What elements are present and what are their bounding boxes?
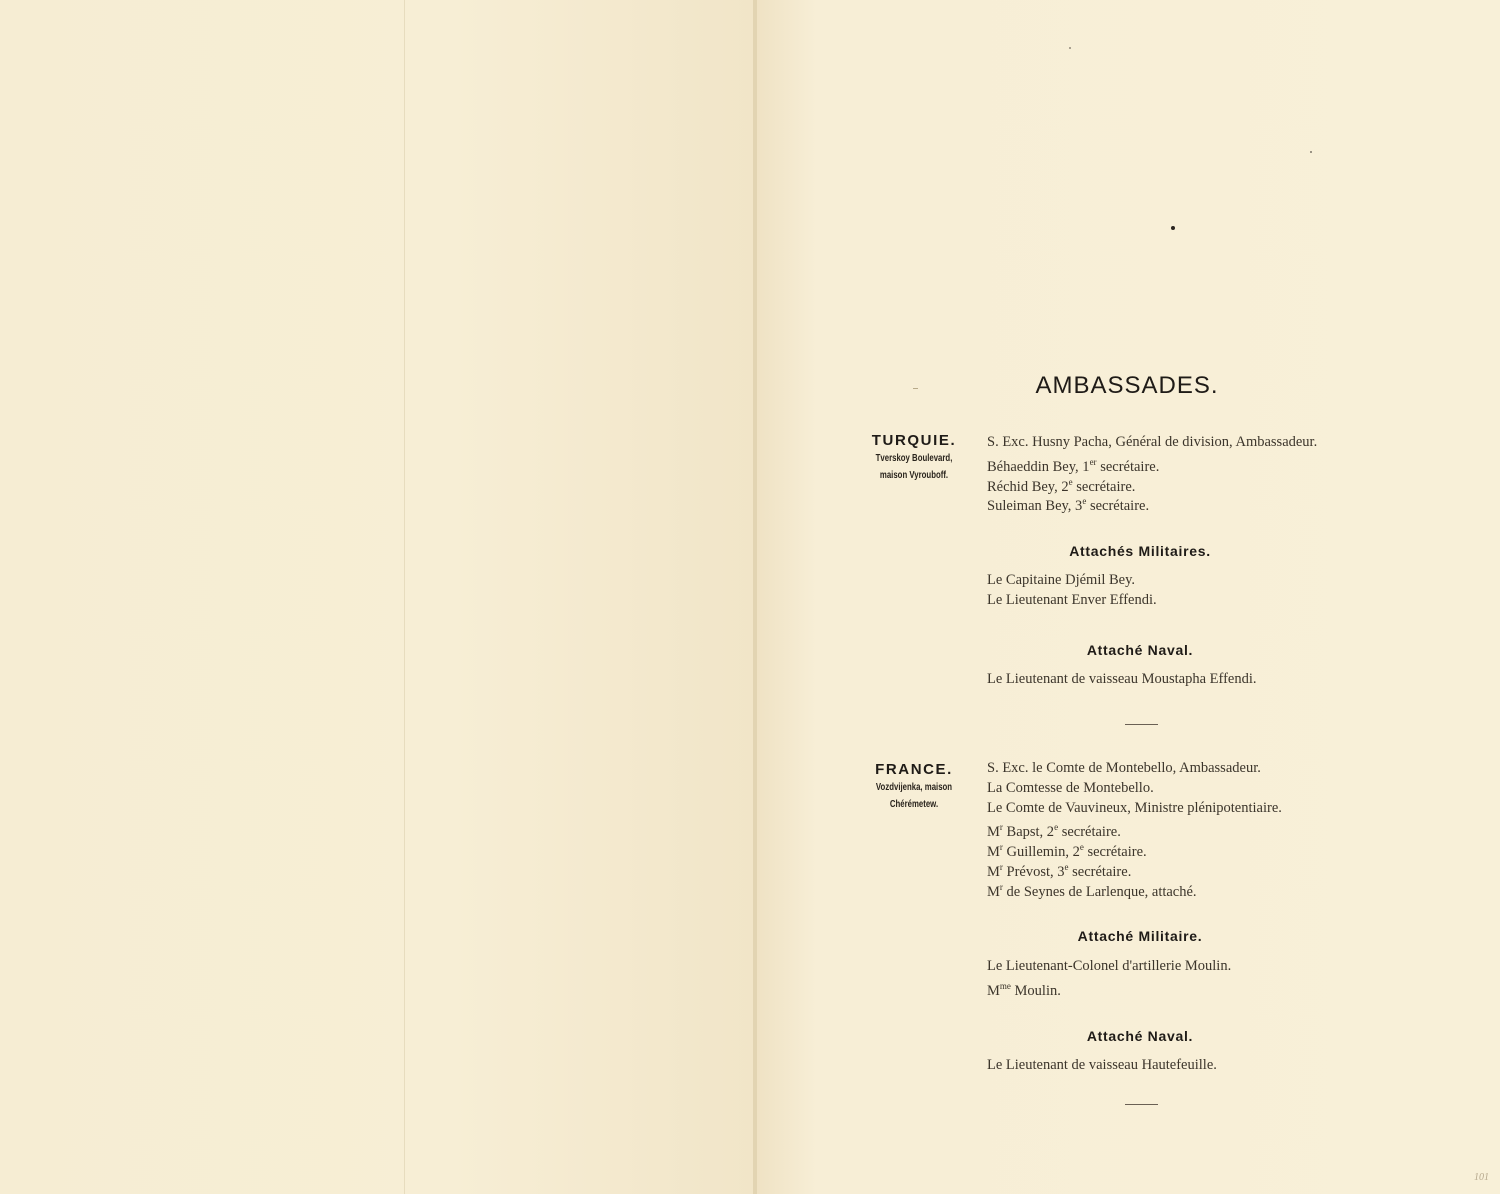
page-folio: 101 <box>1474 1172 1489 1183</box>
turquie-militaires-list <box>987 571 1447 611</box>
country-france <box>854 761 974 813</box>
address-line: Tverskoy Boulevard, <box>875 453 953 464</box>
country-name: TURQUIE. <box>871 432 957 449</box>
turquie-staff-list <box>987 433 1447 515</box>
turquie-naval-list <box>987 670 1447 690</box>
section-title: AMBASSADES. <box>1035 372 1219 399</box>
subheading-attache-naval: Attaché Naval. <box>1086 1028 1194 1044</box>
ink-speck <box>1069 47 1071 49</box>
staff-line: Réchid Bey, 2e secrétaire. <box>987 476 1136 495</box>
address-line: Vozdvijenka, maison <box>875 782 953 793</box>
address-line: Chérémetew. <box>889 799 939 810</box>
subheading-attache-naval: Attaché Naval. <box>1086 642 1194 658</box>
staff-line: Le Lieutenant de vaisseau Moustapha Effendi. <box>987 671 1257 687</box>
paper-fold-line <box>404 0 405 1194</box>
address-line: maison Vyrouboff. <box>879 470 949 481</box>
staff-line: S. Exc. le Comte de Montebello, Ambassadeur. <box>987 760 1261 776</box>
country-name: FRANCE. <box>875 761 953 778</box>
france-militaire-list <box>987 957 1447 997</box>
staff-line: Le Lieutenant de vaisseau Hautefeuille. <box>987 1057 1217 1073</box>
france-staff-list <box>987 759 1447 898</box>
staff-line: $M^r$ Prévost, 3e secrétaire. <box>987 861 1132 880</box>
staff-line: $M^{me}$ Moulin. <box>987 980 1061 999</box>
staff-line: Le Capitaine Djémil Bey. <box>987 572 1136 588</box>
country-address <box>867 450 961 484</box>
subheading-attache-militaire: Attaché Militaire. <box>1077 928 1203 944</box>
france-naval-list <box>987 1056 1447 1076</box>
staff-line: La Comtesse de Montebello. <box>987 779 1154 796</box>
staff-line: $M^r$ Guillemin, 2e secrétaire. <box>987 842 1147 861</box>
ink-speck <box>1310 151 1312 153</box>
subheading-attaches-militaires: Attachés Militaires. <box>1069 543 1211 559</box>
staff-line: Le Comte de Vauvineux, Ministre plénipotentiaire. <box>987 799 1282 816</box>
section-divider <box>1125 1104 1158 1105</box>
staff-line: Béhaeddin Bey, 1er secrétaire. <box>987 456 1160 475</box>
section-divider <box>1125 724 1158 725</box>
staff-line: Le Lieutenant Enver Effendi. <box>987 591 1157 608</box>
ink-speck <box>1171 226 1175 230</box>
staff-line: S. Exc. Husny Pacha, Général de division, Ambassadeur. <box>987 434 1318 450</box>
title-mark <box>913 388 918 389</box>
country-address <box>867 779 961 813</box>
staff-line: Suleiman Bey, 3e secrétaire. <box>987 496 1150 515</box>
country-turquie <box>854 432 974 484</box>
staff-line: $M^r$ Bapst, 2e secrétaire. <box>987 822 1121 841</box>
staff-line: $M^r$ de Seynes de Larlenque, attaché. <box>987 881 1197 900</box>
staff-line: Le Lieutenant-Colonel d'artillerie Moulin. <box>987 958 1232 974</box>
